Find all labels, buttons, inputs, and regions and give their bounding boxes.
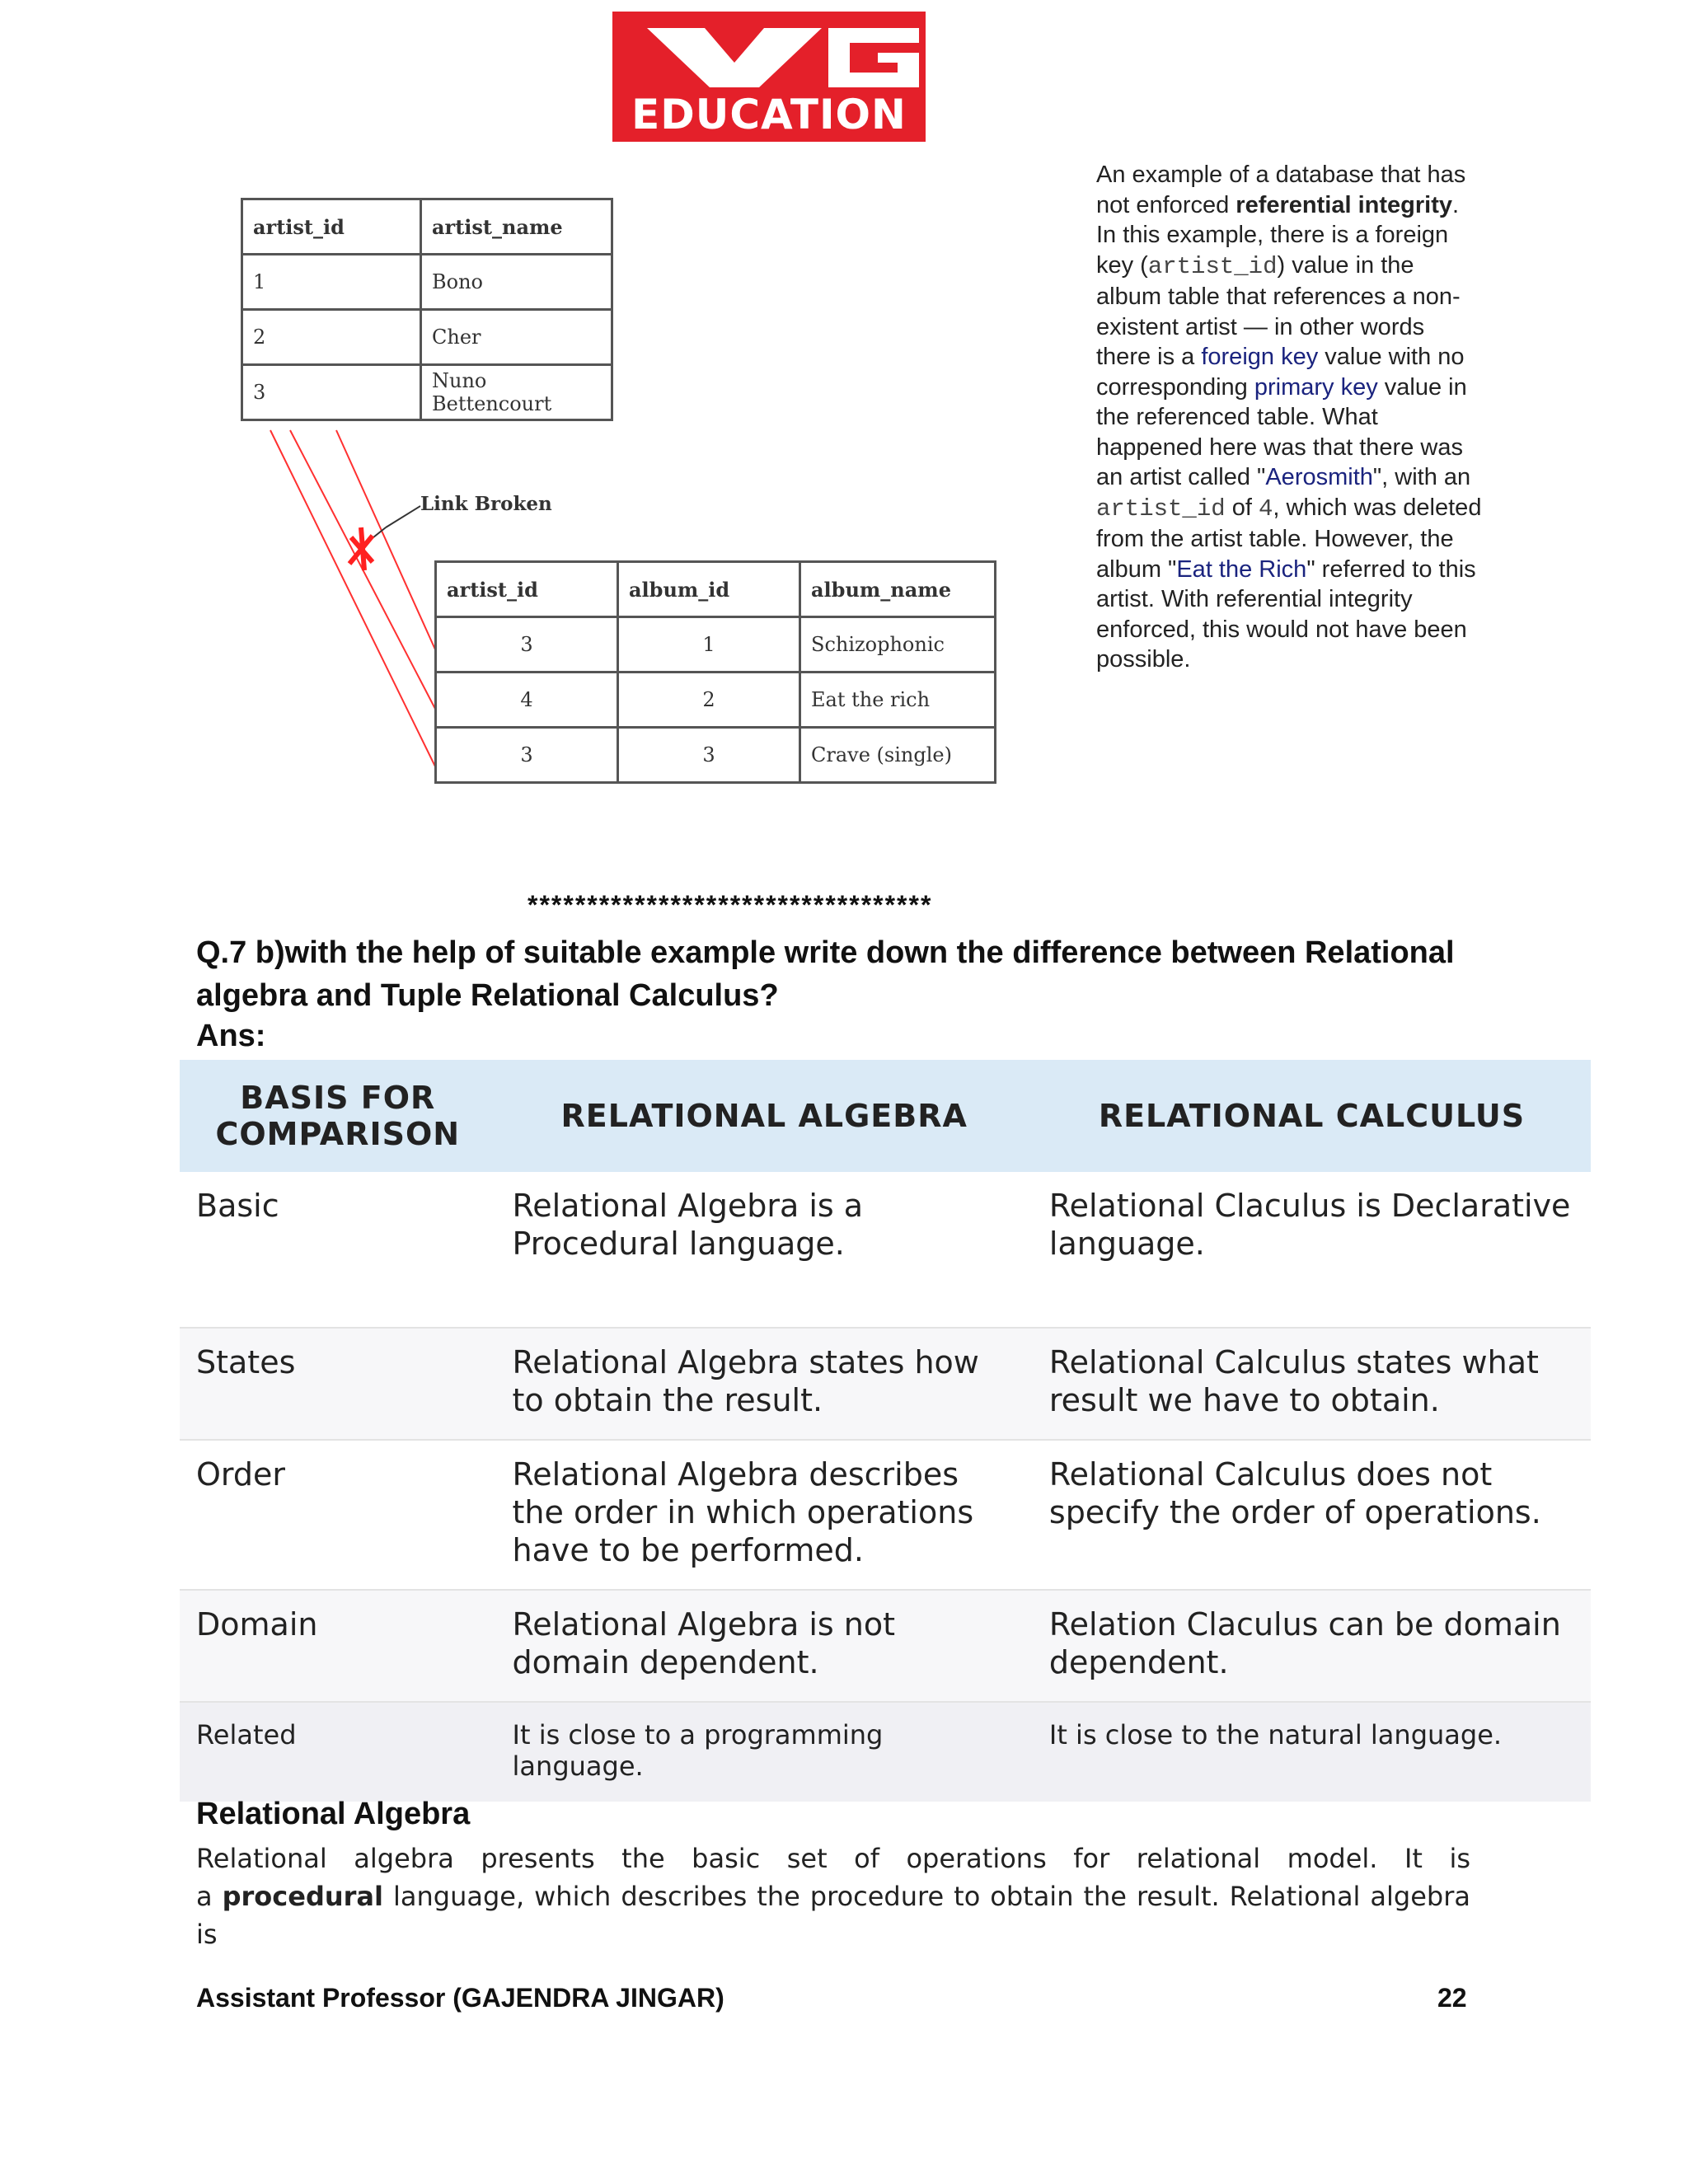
table-header-cell: artist_id	[436, 562, 618, 617]
footer-author: Assistant Professor (GAJENDRA JINGAR)	[196, 1983, 724, 2013]
table-row	[242, 310, 612, 365]
code-term: artist_id	[1147, 252, 1278, 280]
table-header-cell: artist_name	[421, 199, 612, 255]
text-run: value in the referenced table. What happened here was that there was an artist called "	[1096, 373, 1467, 490]
text-run: language, which describes the procedure to obtain the result. Relational algebra is	[196, 1881, 1471, 1950]
table-cell: 4	[436, 673, 618, 728]
table-cell: Relational Calculus states what result we have to obtain.	[1033, 1328, 1591, 1440]
bold-term: referential integrity	[1236, 191, 1452, 218]
table-row	[242, 199, 612, 255]
eat-the-rich-link[interactable]: Eat the Rich	[1176, 555, 1307, 583]
foreign-key-link[interactable]: foreign key	[1201, 344, 1319, 370]
table-row	[180, 1328, 1591, 1440]
aerosmith-link[interactable]: Aerosmith	[1265, 464, 1373, 490]
table-cell: Crave (single)	[800, 728, 996, 783]
table-cell: Relational Algebra states how to obtain the result.	[496, 1328, 1033, 1440]
bold-term: procedural	[222, 1881, 383, 1912]
table-cell: Order	[180, 1440, 496, 1590]
table-cell: Relational Algebra describes the order in which operations have to be performed.	[496, 1440, 1033, 1590]
table-header-cell: album_name	[800, 562, 996, 617]
table-cell: It is close to a programming language.	[496, 1702, 1033, 1802]
text-run: , which was deleted from the artist table. However, the album "	[1096, 494, 1482, 583]
table-cell: 2	[242, 310, 421, 365]
table-cell: 3	[618, 728, 800, 783]
referential-integrity-description	[1096, 160, 1484, 675]
table-cell: Cher	[421, 310, 612, 365]
link-broken-label: Link Broken	[420, 493, 552, 515]
table-header-cell: RELATIONAL CALCULUS	[1033, 1060, 1591, 1172]
comparison-table	[180, 1060, 1591, 1802]
table-cell: Relation Claculus can be domain dependent.	[1033, 1590, 1591, 1702]
question-text: Q.7 b)with the help of suitable example write down the difference between Relational algebra and Tuple Relational Calculus?	[196, 935, 1455, 1013]
text-run: of	[1225, 494, 1259, 521]
text-run: value with no corresponding	[1096, 344, 1465, 401]
table-cell: Bono	[421, 255, 612, 310]
code-term: 4	[1258, 494, 1273, 523]
section-paragraph-line	[196, 1877, 1470, 1953]
table-cell: 3	[436, 617, 618, 673]
table-cell: Relational Algebra is a Procedural language.	[496, 1172, 1033, 1328]
table-cell: Related	[180, 1702, 496, 1802]
text-run: . In this example, there is a foreign key (	[1096, 191, 1460, 279]
separator: **********************************	[528, 890, 933, 920]
table-cell: Domain	[180, 1590, 496, 1702]
table-cell: Basic	[180, 1172, 496, 1328]
section-heading: Relational Algebra	[196, 1797, 471, 1831]
table-cell: 2	[618, 673, 800, 728]
table-row	[242, 365, 612, 420]
text-run: ", with an	[1372, 464, 1471, 490]
table-cell: Schizophonic	[800, 617, 996, 673]
table-row	[436, 562, 996, 617]
table-row	[436, 673, 996, 728]
table-cell: States	[180, 1328, 496, 1440]
code-term: artist_id	[1096, 494, 1226, 523]
album-table	[434, 560, 996, 784]
text-run: ) value in the album table that references a non-existent artist — in other words there is a	[1096, 251, 1461, 370]
table-row	[180, 1440, 1591, 1590]
table-cell: 3	[436, 728, 618, 783]
table-row	[436, 728, 996, 783]
logo-text: EDUCATION	[631, 91, 907, 138]
table-row	[180, 1172, 1591, 1328]
table-header-row	[180, 1060, 1591, 1172]
broken-x-icon	[349, 527, 373, 570]
table-cell: 1	[618, 617, 800, 673]
table-row	[242, 255, 612, 310]
table-cell: Eat the rich	[800, 673, 996, 728]
table-header-cell: album_id	[618, 562, 800, 617]
table-row	[436, 617, 996, 673]
table-cell: Relational Algebra is not domain dependent.	[496, 1590, 1033, 1702]
table-header-cell: artist_id	[242, 199, 421, 255]
table-cell: 3	[242, 365, 421, 420]
text-run: " referred to this artist. With referential integrity enforced, this would not have been possible.	[1096, 555, 1476, 673]
table-cell: Relational Calculus does not specify the order of operations.	[1033, 1440, 1591, 1590]
table-cell: 1	[242, 255, 421, 310]
section-paragraph-line: Relational algebra presents the basic set of operations for relational model. It is	[196, 1843, 1470, 1874]
table-cell: It is close to the natural language.	[1033, 1702, 1591, 1802]
text-run: a	[196, 1881, 223, 1912]
table-row	[180, 1702, 1591, 1802]
table-cell: Nuno Bettencourt	[421, 365, 612, 420]
table-cell: Relational Claculus is Declarative language.	[1033, 1172, 1591, 1328]
primary-key-link[interactable]: primary key	[1254, 373, 1378, 401]
page-number: 22	[1437, 1983, 1467, 2013]
artist-table	[241, 198, 613, 421]
answer-label: Ans:	[196, 1019, 266, 1053]
table-row	[180, 1590, 1591, 1702]
text-run: An example of a database that has not enforced	[1096, 162, 1466, 218]
table-header-cell: RELATIONAL ALGEBRA	[496, 1060, 1033, 1172]
table-header-cell: BASIS FOR COMPARISON	[180, 1060, 496, 1172]
